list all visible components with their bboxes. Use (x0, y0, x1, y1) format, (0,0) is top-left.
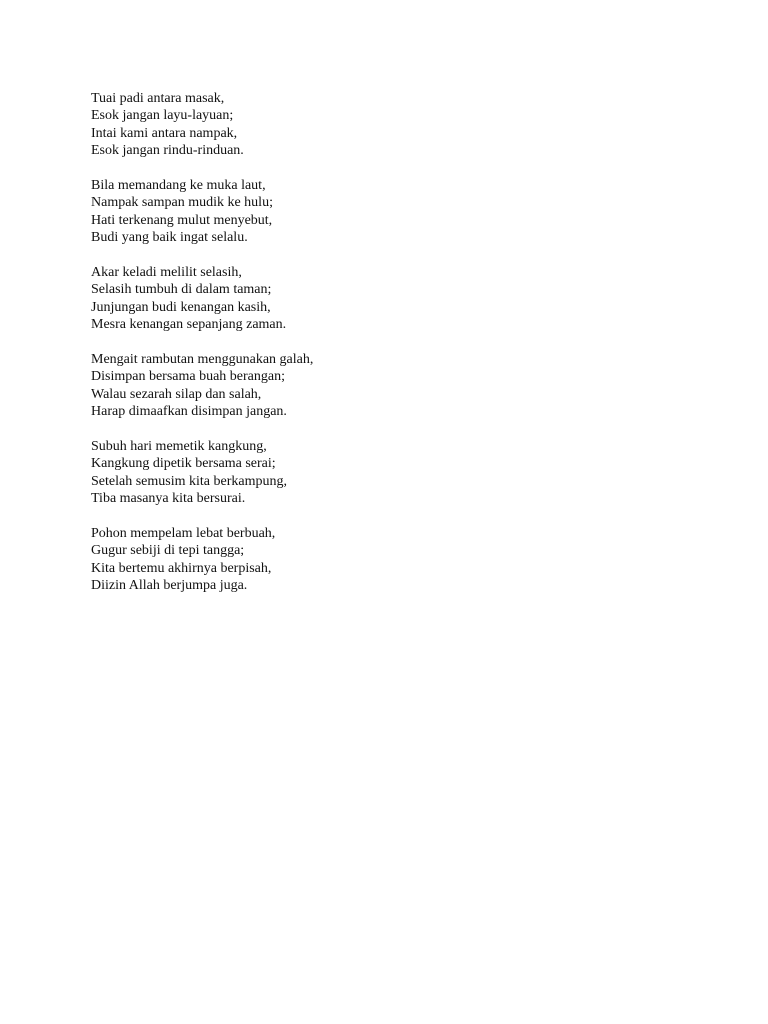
poem-line: Esok jangan layu-layuan; (91, 108, 234, 124)
stanza-4 (91, 351, 313, 421)
poem-line: Subuh hari memetik kangkung, (91, 439, 267, 455)
poem-line: Esok jangan rindu-rinduan. (91, 143, 244, 159)
poem-line: Bila memandang ke muka laut, (91, 178, 266, 194)
poem-line: Mengait rambutan menggunakan galah, (91, 352, 314, 368)
poem-line: Walau sezarah silap dan salah, (91, 386, 262, 402)
poem-line: Kita bertemu akhirnya berpisah, (91, 560, 272, 576)
poem-line: Tiba masanya kita bersurai. (91, 491, 246, 507)
poem-line: Nampak sampan mudik ke hulu; (91, 195, 273, 211)
poem-body (91, 90, 313, 612)
poem-line: Budi yang baik ingat selalu. (91, 230, 248, 246)
stanza-2 (91, 177, 313, 247)
poem-line: Akar keladi melilit selasih, (91, 265, 242, 281)
poem-line: Hati terkenang mulut menyebut, (91, 212, 273, 228)
poem-line: Pohon mempelam lebat berbuah, (91, 526, 276, 542)
poem-line: Disimpan bersama buah berangan; (91, 369, 285, 385)
poem-line: Intai kami antara nampak, (91, 125, 238, 141)
stanza-5 (91, 438, 313, 508)
stanza-3 (91, 264, 313, 334)
stanza-1 (91, 90, 313, 160)
poem-line: Kangkung dipetik bersama serai; (91, 456, 276, 472)
poem-line: Tuai padi antara masak, (91, 91, 225, 106)
poem-line: Setelah semusim kita berkampung, (91, 473, 287, 489)
stanza-6 (91, 525, 313, 595)
poem-line: Harap dimaafkan disimpan jangan. (91, 404, 287, 420)
poem-line: Mesra kenangan sepanjang zaman. (91, 317, 287, 333)
poem-line: Selasih tumbuh di dalam taman; (91, 282, 272, 298)
poem-line: Gugur sebiji di tepi tangga; (91, 543, 245, 559)
poem-line: Diizin Allah berjumpa juga. (91, 578, 248, 594)
poem-line: Junjungan budi kenangan kasih, (91, 299, 271, 315)
